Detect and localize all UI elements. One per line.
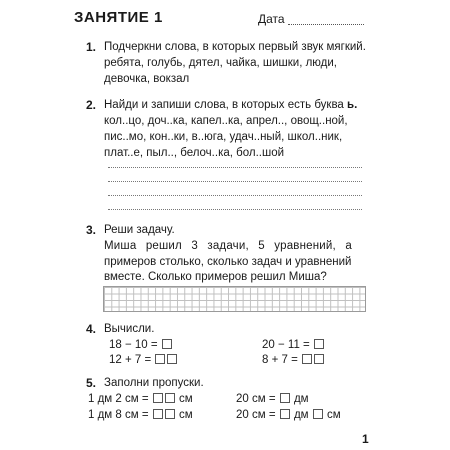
answer-box[interactable]	[167, 354, 177, 364]
task-2-words-line-3: плат..е, пыл.., белоч..ка, бол..шой	[104, 147, 285, 159]
date-label: Дата	[258, 12, 285, 26]
task-3-problem-line-3: вместе. Сколько примеров решил Миша?	[104, 271, 327, 283]
task-2-words-line-2: пис..мо, кон..ки, в..юга, удач..ный, школ..ник,	[104, 131, 343, 143]
task-2-instruction	[104, 98, 357, 112]
answer-box[interactable]	[162, 339, 172, 349]
date-field[interactable]	[288, 24, 364, 25]
answer-box[interactable]	[153, 409, 163, 419]
answer-box[interactable]	[280, 393, 290, 403]
task-3-number: 3.	[86, 223, 97, 237]
answer-line[interactable]	[108, 181, 362, 182]
answer-box[interactable]	[165, 409, 175, 419]
task-1-number: 1.	[86, 40, 97, 54]
task-5-instruction: Заполни пропуски.	[104, 377, 204, 389]
equation-1-text: 18 − 10 =	[109, 339, 158, 351]
equation-4-text: 8 + 7 =	[262, 354, 298, 366]
answer-box[interactable]	[165, 393, 175, 403]
task-1-words-line-1[interactable]: ребята, голубь, дятел, чайка, шишки, люди,	[104, 57, 337, 69]
conversion-3	[236, 393, 309, 405]
answer-box[interactable]	[302, 354, 312, 364]
answer-box[interactable]	[314, 354, 324, 364]
conversion-4-text: 20 см =	[236, 409, 276, 421]
equation-3	[262, 339, 325, 351]
conversion-2-unit: см	[178, 409, 193, 421]
task-3-instruction: Реши задачу.	[104, 224, 175, 236]
conversion-1-unit: см	[178, 393, 193, 405]
task-2-instruction-text: Найди и запиши слова, в которых есть буква	[104, 99, 344, 111]
answer-box[interactable]	[153, 393, 163, 403]
conversion-1	[88, 393, 193, 405]
answer-line[interactable]	[108, 209, 362, 210]
conversion-1-text: 1 дм 2 см =	[88, 393, 149, 405]
task-2-words-line-1: кол..цо, доч..ка, капел..ка, апрел.., овощ..ной,	[104, 115, 348, 127]
task-2-number: 2.	[86, 98, 97, 112]
conversion-4-unit-2: см	[327, 409, 341, 421]
task-1-words-line-2[interactable]: девочка, вокзал	[104, 73, 190, 85]
conversion-3-unit: дм	[293, 393, 309, 405]
page-number: 1	[362, 432, 369, 446]
answer-line[interactable]	[108, 167, 362, 168]
conversion-2	[88, 409, 193, 421]
conversion-4	[236, 409, 341, 421]
answer-grid[interactable]	[103, 286, 366, 312]
answer-line[interactable]	[108, 195, 362, 196]
equation-1	[109, 339, 173, 351]
equation-2	[109, 354, 178, 366]
page-title: ЗАНЯТИЕ 1	[74, 9, 163, 26]
answer-box[interactable]	[155, 354, 165, 364]
task-4-number: 4.	[86, 322, 97, 336]
task-3-problem-line-1: Миша решил 3 задачи, 5 уравнений, а	[104, 240, 352, 252]
conversion-2-text: 1 дм 8 см =	[88, 409, 149, 421]
task-3-problem-line-2: примеров столько, сколько задач и уравнений	[104, 256, 352, 268]
answer-box[interactable]	[314, 339, 324, 349]
answer-box[interactable]	[280, 409, 290, 419]
conversion-4-unit-1: дм	[293, 409, 309, 421]
equation-3-text: 20 − 11 =	[262, 339, 310, 351]
answer-box[interactable]	[313, 409, 323, 419]
conversion-3-text: 20 см =	[236, 393, 276, 405]
task-4-instruction: Вычисли.	[104, 323, 155, 335]
task-2-letter: ь.	[347, 99, 358, 111]
task-5-number: 5.	[86, 376, 97, 390]
equation-4	[262, 354, 325, 366]
task-1-instruction: Подчеркни слова, в которых первый звук мягкий.	[104, 41, 366, 53]
equation-2-text: 12 + 7 =	[109, 354, 152, 366]
